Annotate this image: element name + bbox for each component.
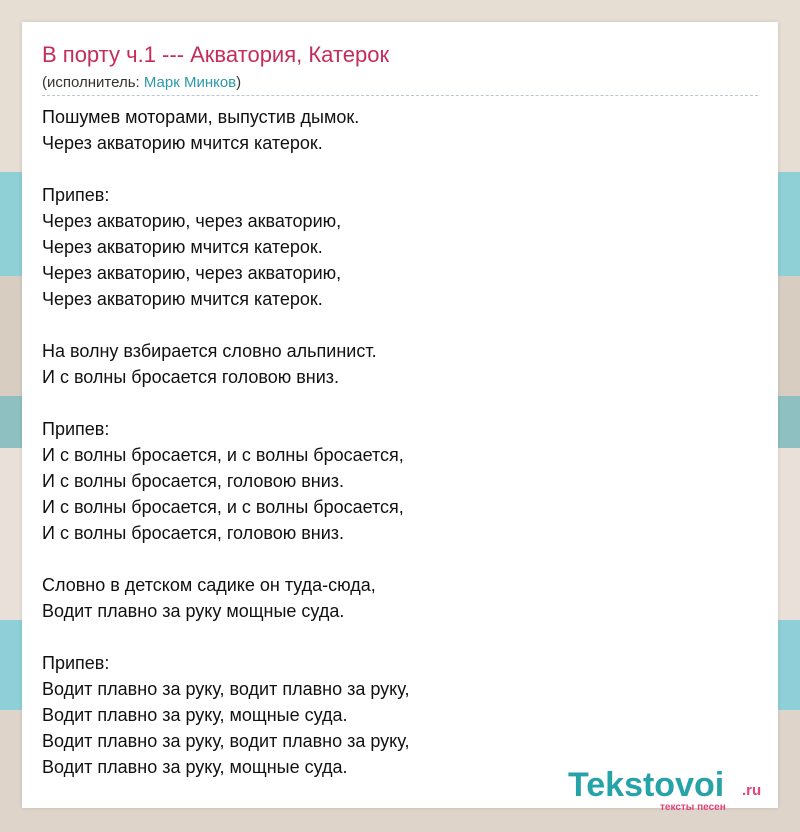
lyrics-line: Водит плавно за руку, мощные суда. [42, 757, 348, 777]
performer-line [42, 74, 758, 96]
lyrics-line: И с волны бросается, и с волны бросается, [42, 445, 404, 465]
lyrics-line: Припев: [42, 419, 110, 439]
lyrics-line: Водит плавно за руку, водит плавно за руку, [42, 679, 410, 699]
lyrics-text [42, 104, 409, 780]
lyrics-line: На волну взбирается словно альпинист. [42, 341, 377, 361]
lyrics-line [42, 390, 409, 416]
lyrics-line: Водит плавно за руку мощные суда. [42, 601, 345, 621]
lyrics-line: И с волны бросается головою вниз. [42, 367, 340, 387]
lyrics-line [42, 156, 409, 182]
lyrics-line: И с волны бросается, головою вниз. [42, 523, 345, 543]
lyrics-line: Через акваторию мчится катерок. [42, 133, 323, 153]
logo-tagline: тексты песен [660, 802, 726, 813]
performer-link[interactable]: Марк Минков [143, 74, 237, 91]
lyrics-line: Водит плавно за руку, водит плавно за руку, [42, 731, 410, 751]
song-title: В порту ч.1 --- Акватория, Катерок [42, 42, 390, 67]
lyrics-line: Пошумев моторами, выпустив дымок. [42, 107, 360, 127]
lyrics-line: Через акваторию мчится катерок. [42, 237, 323, 257]
lyrics-line [42, 312, 409, 338]
lyrics-line [42, 546, 409, 572]
lyrics-line: Припев: [42, 653, 110, 673]
lyrics-line: Через акваторию, через акваторию, [42, 263, 342, 283]
logo-domain: .ru [742, 782, 762, 799]
lyrics-line: Через акваторию, через акваторию, [42, 211, 342, 231]
lyrics-line: Через акваторию мчится катерок. [42, 289, 323, 309]
performer-suffix: ) [236, 74, 242, 91]
lyrics-line: И с волны бросается, и с волны бросается, [42, 497, 404, 517]
lyrics-line: И с волны бросается, головою вниз. [42, 471, 345, 491]
logo-wordmark: Tekstovoi [568, 766, 725, 804]
lyrics-line: Словно в детском садике он туда-сюда, [42, 575, 376, 595]
lyrics-line: Водит плавно за руку, мощные суда. [42, 705, 348, 725]
performer-prefix: (исполнитель: [42, 74, 144, 91]
lyrics-line [42, 624, 409, 650]
site-logo[interactable] [568, 766, 778, 814]
lyrics-line: Припев: [42, 185, 110, 205]
lyrics-card [22, 22, 778, 808]
